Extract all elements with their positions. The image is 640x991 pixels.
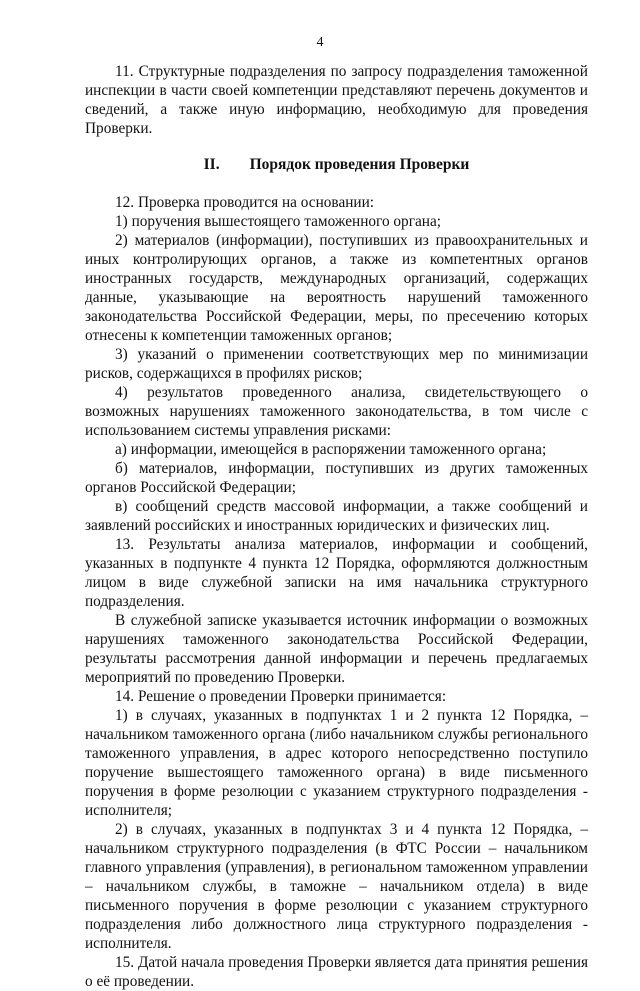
section-title: Порядок проведения Проверки bbox=[249, 156, 470, 173]
paragraph-15: 15. Датой начала проведения Проверки является дата принятия решения о её проведении. bbox=[85, 954, 588, 990]
paragraph-14-item-2: 2) в случаях, указанных в подпунктах 3 и 4 пункта 12 Порядка, – начальником структурного подразделения (в ФТС России – начальником главного управления (управления), в региональном таможенном управлении – начальником службы, в таможне – начальником отдела) в виде письменного поручения в форме резолюции с указанием структурного подразделения либо должностного лица структурного подразделения - исполнителя. bbox=[85, 821, 588, 952]
paragraph-14-item-1: 1) в случаях, указанных в подпунктах 1 и 2 пункта 12 Порядка, – начальником таможенного органа (либо начальником службы регионального таможенного управления, в адрес которого непосредственно поступило поручение вышестоящего таможенного органа) в виде письменного поручения в форме резолюции с указанием структурного подразделения - исполнителя; bbox=[85, 707, 588, 819]
paragraph-12-subitem-b: б) материалов, информации, поступивших из других таможенных органов Российской Федерации; bbox=[85, 460, 588, 496]
paragraph-14: 14. Решение о проведении Проверки принимается: bbox=[115, 688, 447, 705]
paragraph-13-note: В служебной записке указывается источник информации о возможных нарушениях таможенного законодательства Российской Федерации, результаты рассмотрения данной информации и перечень предлагаемых мероприятий по проведению Проверки. bbox=[85, 612, 588, 686]
document-body bbox=[85, 62, 588, 991]
paragraph-12-subitem-v: в) сообщений средств массовой информации, а также сообщений и заявлений российских и иностранных юридических и физических лиц. bbox=[85, 498, 588, 534]
paragraph-11: 11. Структурные подразделения по запросу подразделения таможенной инспекции в части своей компетенции представляют перечень документов и сведений, а также иную информацию, необходимую для проведения Проверки. bbox=[85, 63, 588, 137]
section-heading bbox=[85, 155, 588, 174]
paragraph-13: 13. Результаты анализа материалов, информации и сообщений, указанных в подпункте 4 пункта 12 Порядка, оформляются должностным лицом в виде служебной записки на имя начальника структурного подразделения. bbox=[85, 536, 588, 610]
paragraph-12-item-2: 2) материалов (информации), поступивших из правоохранительных и иных контролирующих органов, а также из компетентных органов иностранных государств, международных организаций, содержащих данные, указывающие на вероятность нарушений таможенного законодательства Российской Федерации, меры, по пресечению которых отнесены к компетенции таможенных органов; bbox=[85, 232, 588, 344]
paragraph-12-item-4: 4) результатов проведенного анализа, свидетельствующего о возможных нарушениях таможенного законодательства, в том числе с использованием системы управления рисками: bbox=[85, 384, 588, 439]
paragraph-12-subitem-a: а) информации, имеющейся в распоряжении таможенного органа; bbox=[115, 441, 547, 458]
section-number: II. bbox=[203, 156, 220, 173]
paragraph-12: 12. Проверка проводится на основании: bbox=[115, 194, 375, 211]
paragraph-12-item-1: 1) поручения вышестоящего таможенного органа; bbox=[115, 213, 441, 230]
paragraph-12-item-3: 3) указаний о применении соответствующих мер по минимизации рисков, содержащихся в профилях рисков; bbox=[85, 346, 588, 382]
page-number: 4 bbox=[316, 35, 324, 50]
